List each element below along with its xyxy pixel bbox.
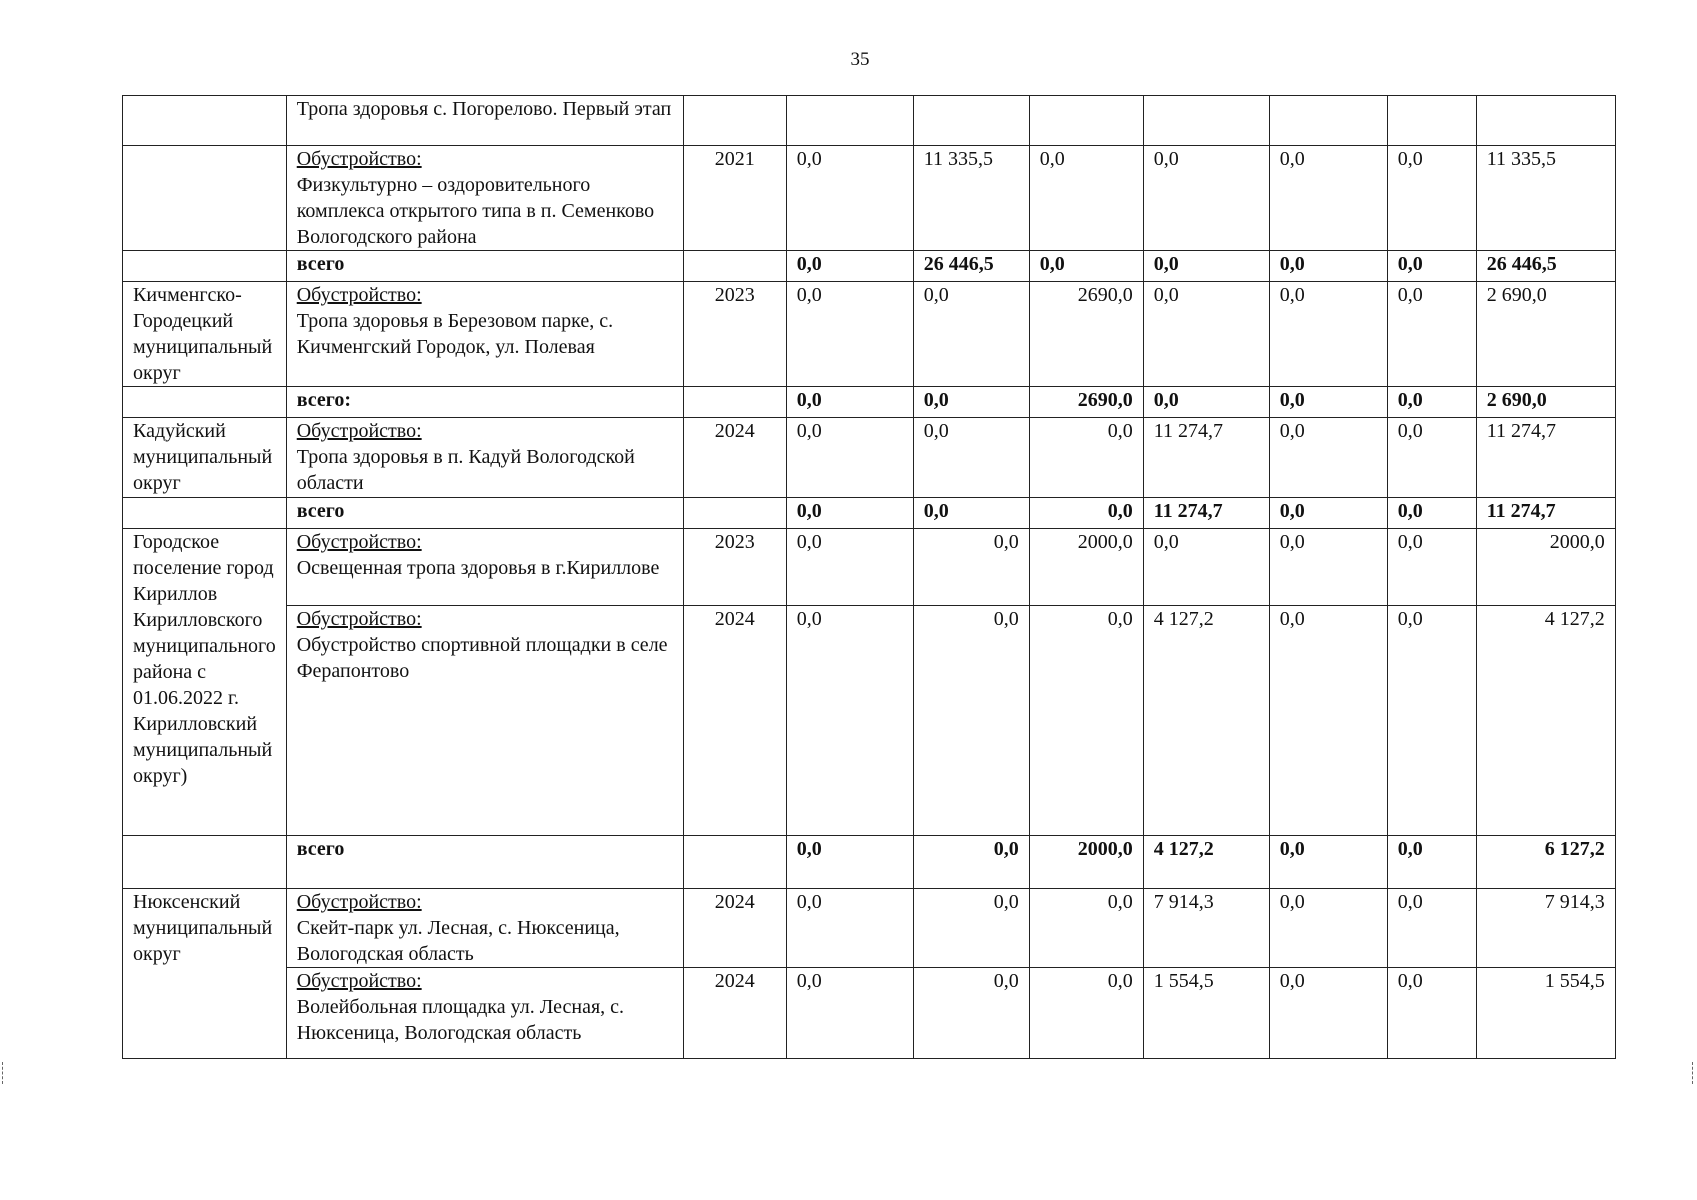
value-cell: 0,0 bbox=[1143, 282, 1269, 387]
total-row bbox=[123, 836, 1616, 889]
work-type-label: Обустройство: bbox=[296, 531, 422, 553]
value-cell: 0,0 bbox=[786, 146, 913, 251]
value-cell: 0,0 bbox=[913, 968, 1029, 1059]
project-name: Тропа здоровья в Березовом парке, с. Кичменгский Городок, ул. Полевая bbox=[296, 310, 614, 358]
value-cell: 0,0 bbox=[1269, 498, 1387, 529]
value-cell: 0,0 bbox=[1387, 606, 1476, 836]
value-cell: 0,0 bbox=[1387, 146, 1476, 251]
total-row bbox=[123, 387, 1616, 418]
project-name: Тропа здоровья в п. Кадуй Вологодской области bbox=[296, 446, 635, 494]
total-row bbox=[123, 251, 1616, 282]
value-cell: 0,0 bbox=[1029, 418, 1143, 498]
total-label: всего bbox=[286, 836, 683, 889]
value-cell: 0,0 bbox=[1029, 498, 1143, 529]
work-type-label: Обустройство: bbox=[296, 608, 422, 630]
total-cell: 7 914,3 bbox=[1476, 889, 1615, 968]
project-name: Физкультурно – оздоровительного комплекса открытого типа в п. Семенково Вологодского района bbox=[296, 174, 655, 248]
value-cell: 0,0 bbox=[1029, 889, 1143, 968]
year-cell: 2024 bbox=[683, 418, 786, 498]
project-cell bbox=[286, 606, 683, 836]
value-cell: 4 127,2 bbox=[1143, 606, 1269, 836]
value-cell: 0,0 bbox=[1029, 251, 1143, 282]
value-cell: 0,0 bbox=[1269, 606, 1387, 836]
value-cell: 0,0 bbox=[913, 836, 1029, 889]
year-cell: 2024 bbox=[683, 889, 786, 968]
project-cell bbox=[286, 282, 683, 387]
value-cell: 0,0 bbox=[1387, 529, 1476, 606]
value-cell: 7 914,3 bbox=[1143, 889, 1269, 968]
region-cell: Городское поселение город Кириллов Кирилловского муниципального района с 01.06.2022 г. Кирилловский муниципальный округ) bbox=[123, 529, 287, 836]
value-cell: 0,0 bbox=[786, 836, 913, 889]
value-cell: 0,0 bbox=[1029, 606, 1143, 836]
total-cell: 2 690,0 bbox=[1476, 387, 1615, 418]
year-cell bbox=[683, 96, 786, 146]
project-name: Обустройство спортивной площадки в селе Ферапонтово bbox=[296, 634, 668, 682]
value-cell: 11 335,5 bbox=[913, 146, 1029, 251]
total-cell: 11 274,7 bbox=[1476, 418, 1615, 498]
work-type-label: Обустройство: bbox=[296, 970, 422, 992]
value-cell: 0,0 bbox=[1387, 418, 1476, 498]
value-cell: 0,0 bbox=[1269, 146, 1387, 251]
value-cell: 0,0 bbox=[1269, 529, 1387, 606]
total-label: всего bbox=[286, 251, 683, 282]
value-cell: 11 274,7 bbox=[1143, 498, 1269, 529]
value-cell: 0,0 bbox=[1387, 889, 1476, 968]
table-row bbox=[123, 146, 1616, 251]
total-label: всего bbox=[286, 498, 683, 529]
value-cell: 0,0 bbox=[1269, 418, 1387, 498]
project-name: Волейбольная площадка ул. Лесная, с. Нюксеница, Вологодская область bbox=[296, 996, 625, 1044]
project-cell bbox=[286, 968, 683, 1059]
value-cell: 0,0 bbox=[913, 889, 1029, 968]
value-cell: 0,0 bbox=[1143, 529, 1269, 606]
total-cell: 11 274,7 bbox=[1476, 498, 1615, 529]
project-name: Скейт-парк ул. Лесная, с. Нюксеница, Вологодская область bbox=[296, 917, 620, 965]
total-cell: 2000,0 bbox=[1476, 529, 1615, 606]
work-type-label: Обустройство: bbox=[296, 891, 422, 913]
value-cell: 0,0 bbox=[1269, 889, 1387, 968]
value-cell: 1 554,5 bbox=[1143, 968, 1269, 1059]
value-cell: 0,0 bbox=[1143, 251, 1269, 282]
page-number: 35 bbox=[850, 49, 870, 70]
year-cell: 2024 bbox=[683, 968, 786, 1059]
value-cell: 0,0 bbox=[1269, 387, 1387, 418]
total-cell: 4 127,2 bbox=[1476, 606, 1615, 836]
value-cell: 0,0 bbox=[1387, 387, 1476, 418]
work-type-label: Обустройство: bbox=[296, 420, 422, 442]
total-row bbox=[123, 498, 1616, 529]
region-cell: Нюксенский муниципальный округ bbox=[123, 889, 287, 1059]
value-cell: 0,0 bbox=[786, 889, 913, 968]
value-cell: 0,0 bbox=[1029, 146, 1143, 251]
total-label: всего: bbox=[286, 387, 683, 418]
table-row bbox=[123, 282, 1616, 387]
value-cell: 2000,0 bbox=[1029, 836, 1143, 889]
value-cell: 0,0 bbox=[786, 387, 913, 418]
funding-table bbox=[122, 95, 1616, 1059]
work-type-label: Обустройство: bbox=[296, 148, 422, 170]
table-row bbox=[123, 606, 1616, 836]
value-cell: 0,0 bbox=[786, 606, 913, 836]
total-cell: 26 446,5 bbox=[1476, 251, 1615, 282]
total-cell: 11 335,5 bbox=[1476, 146, 1615, 251]
project-cell bbox=[286, 529, 683, 606]
value-cell: 0,0 bbox=[1269, 251, 1387, 282]
value-cell: 2690,0 bbox=[1029, 387, 1143, 418]
value-cell: 0,0 bbox=[786, 529, 913, 606]
value-cell: 0,0 bbox=[913, 529, 1029, 606]
work-type-label: Обустройство: bbox=[296, 284, 422, 306]
value-cell: 0,0 bbox=[1387, 282, 1476, 387]
project-cell bbox=[286, 96, 683, 146]
region-cell bbox=[123, 146, 287, 251]
region-cell bbox=[123, 96, 287, 146]
project-name: Тропа здоровья с. Погорелово. Первый этап bbox=[296, 98, 672, 120]
value-cell: 0,0 bbox=[786, 282, 913, 387]
value-cell: 0,0 bbox=[913, 418, 1029, 498]
value-cell: 0,0 bbox=[1269, 836, 1387, 889]
year-cell: 2023 bbox=[683, 282, 786, 387]
table-row bbox=[123, 529, 1616, 606]
value-cell: 0,0 bbox=[913, 282, 1029, 387]
year-cell: 2021 bbox=[683, 146, 786, 251]
value-cell: 0,0 bbox=[1029, 968, 1143, 1059]
region-cell: Кадуйский муниципальный округ bbox=[123, 418, 287, 498]
total-cell: 6 127,2 bbox=[1476, 836, 1615, 889]
total-cell: 1 554,5 bbox=[1476, 968, 1615, 1059]
value-cell: 11 274,7 bbox=[1143, 418, 1269, 498]
value-cell: 2690,0 bbox=[1029, 282, 1143, 387]
year-cell: 2024 bbox=[683, 606, 786, 836]
value-cell: 2000,0 bbox=[1029, 529, 1143, 606]
project-cell bbox=[286, 418, 683, 498]
value-cell: 26 446,5 bbox=[913, 251, 1029, 282]
value-cell: 0,0 bbox=[786, 418, 913, 498]
value-cell: 0,0 bbox=[1143, 146, 1269, 251]
project-cell bbox=[286, 889, 683, 968]
value-cell: 0,0 bbox=[1387, 498, 1476, 529]
value-cell: 0,0 bbox=[1387, 251, 1476, 282]
value-cell: 0,0 bbox=[1269, 968, 1387, 1059]
value-cell: 4 127,2 bbox=[1143, 836, 1269, 889]
value-cell: 0,0 bbox=[786, 498, 913, 529]
table-row bbox=[123, 96, 1616, 146]
region-cell: Кичменгско-Городецкий муниципальный округ bbox=[123, 282, 287, 387]
year-cell: 2023 bbox=[683, 529, 786, 606]
scan-edge-mark-right bbox=[1692, 1062, 1695, 1084]
value-cell: 0,0 bbox=[913, 387, 1029, 418]
project-name: Освещенная тропа здоровья в г.Кириллове bbox=[296, 557, 660, 579]
value-cell: 0,0 bbox=[913, 498, 1029, 529]
value-cell: 0,0 bbox=[1269, 282, 1387, 387]
table-row bbox=[123, 889, 1616, 968]
value-cell: 0,0 bbox=[786, 251, 913, 282]
project-cell bbox=[286, 146, 683, 251]
value-cell: 0,0 bbox=[1387, 836, 1476, 889]
scan-edge-mark-left bbox=[2, 1062, 5, 1084]
total-cell: 2 690,0 bbox=[1476, 282, 1615, 387]
value-cell: 0,0 bbox=[1143, 387, 1269, 418]
value-cell: 0,0 bbox=[786, 968, 913, 1059]
value-cell: 0,0 bbox=[913, 606, 1029, 836]
table-row bbox=[123, 968, 1616, 1059]
value-cell: 0,0 bbox=[1387, 968, 1476, 1059]
table-row bbox=[123, 418, 1616, 498]
